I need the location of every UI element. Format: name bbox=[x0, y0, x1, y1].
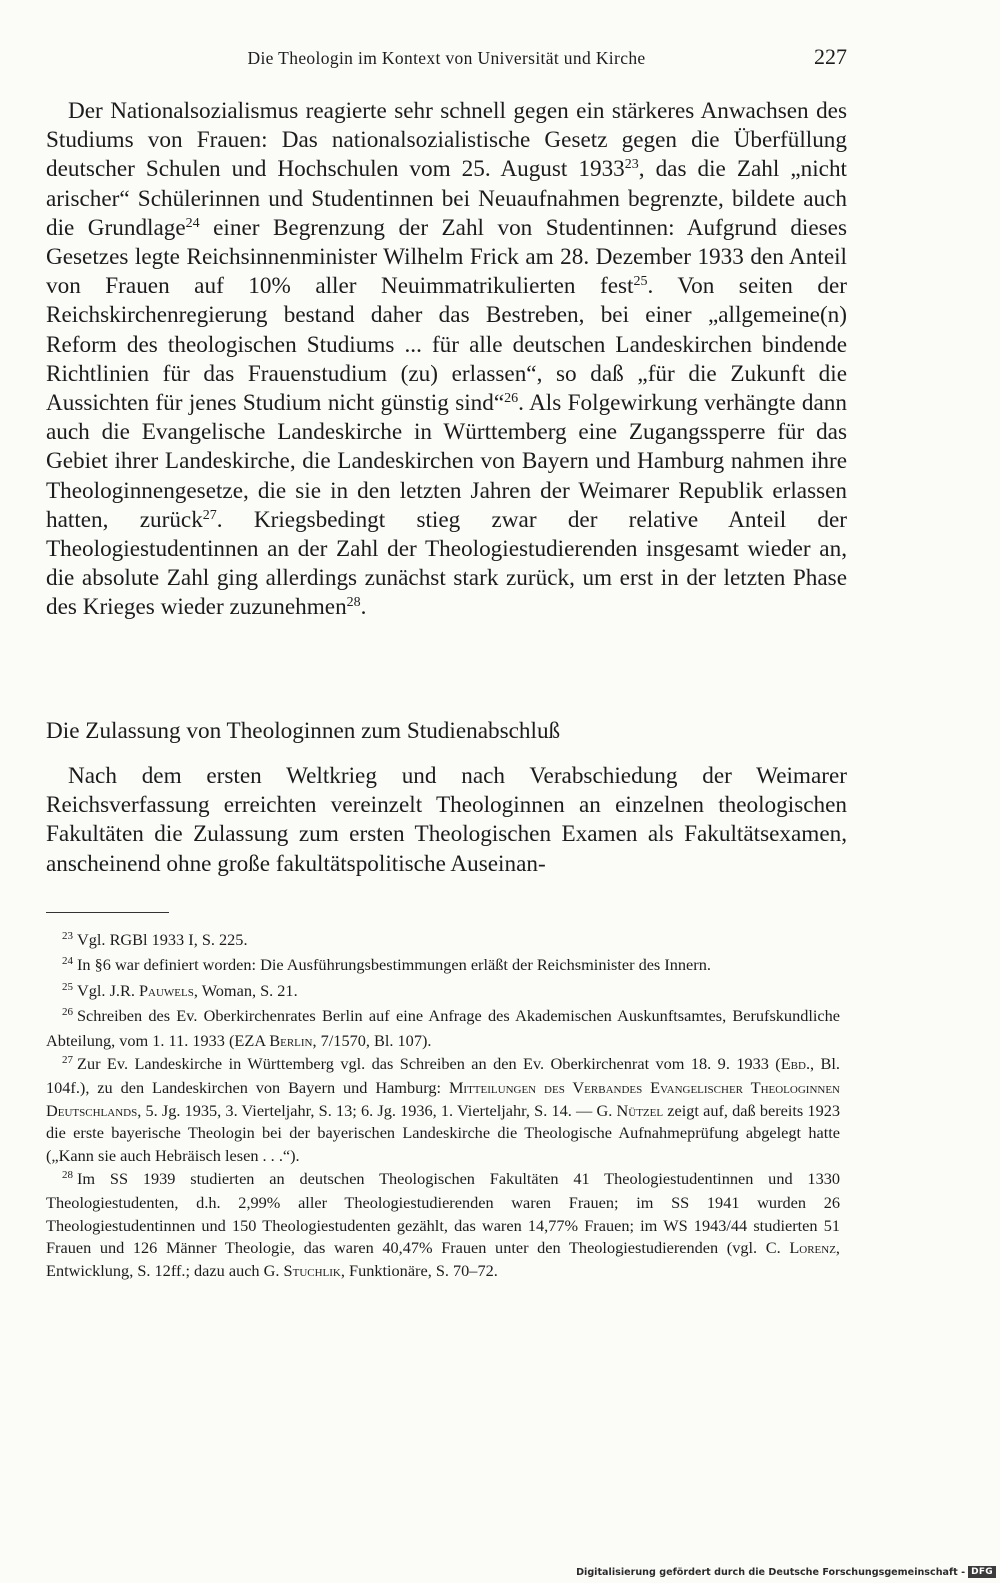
digitization-credit bbox=[576, 1564, 996, 1580]
body-text-2 bbox=[46, 762, 847, 879]
footnote-number: 24 bbox=[62, 955, 73, 968]
footnote-28 bbox=[46, 1168, 840, 1282]
footnote-ref-27[interactable]: 27 bbox=[202, 507, 217, 523]
footnote-ref-26[interactable]: 26 bbox=[504, 391, 519, 407]
footnote-26 bbox=[46, 1005, 840, 1052]
footnote-number: 26 bbox=[62, 1006, 73, 1019]
footnote-number: 23 bbox=[62, 930, 73, 942]
publication-title: Mitteilungen des Verbandes Evangelischer Theologinnen Deutschlands bbox=[46, 1078, 840, 1120]
footnote-text: Im SS 1939 studierten an deutschen Theologischen Fakultäten 41 Theologiestudentinnen und 1330 Theologiestudenten, d.h. 2,99% aller Theologiestudierenden waren Frauen; im SS 1941 wurden 26 Theologiestudentinnen und 150 Theologiestudenten gezählt, das waren 14,77% Frauen; im WS 1943/44 studierten 51 Frauen und 126 Männer Theologie, das waren 40,47% Frauen unter den Theologiestudierenden (vgl. C. bbox=[46, 1169, 840, 1258]
author-name: Lorenz bbox=[789, 1238, 836, 1258]
text-run: Der Nationalsozialismus reagierte sehr schnell gegen ein stärkeres Anwachsen des Studiums von Frauen: Das nationalsozialistische Gesetz gegen die Überfüllung deutscher Schulen und Hochschulen vom 25. August 1933 bbox=[46, 98, 847, 183]
footnote-ref-23[interactable]: 23 bbox=[624, 157, 639, 173]
footnote-text: Zur Ev. Landeskirche in Württemberg vgl. das Schreiben an den Ev. Oberkirchenrat vom 18. 9. 1933 ( bbox=[77, 1054, 781, 1074]
source-abbrev: Ebd. bbox=[780, 1054, 811, 1074]
footnote-text: , 5. Jg. 1935, 3. Vierteljahr, S. 13; 6. Jg. 1936, 1. Vierteljahr, S. 14. — G. bbox=[137, 1100, 617, 1120]
footnote-27 bbox=[46, 1053, 840, 1167]
credit-text: Digitalisierung gefördert durch die Deutsche Forschungsgemeinschaft - bbox=[576, 1566, 966, 1578]
text-run: . Kriegsbedingt stieg zwar der relative Anteil der Theologiestudentinnen an der Zahl der Theologiestudierenden insgesamt wieder an, die absolute Zahl ging allerdings zunächst stark zurück, um erst in der letzten Phase des Krieges wieder zuzunehmen bbox=[46, 506, 847, 621]
footnote-text: zeigt auf, daß bereits 1923 die erste bayerische Theologin bei der bayerischen Landeskirche die Theologische Aufnahmeprüfung abgelegt hatte („Kann sie auch Hebräisch lesen . . .“). bbox=[46, 1100, 840, 1165]
section-heading: Die Zulassung von Theologinnen zum Studienabschluß bbox=[46, 718, 561, 744]
text-run: , das die Zahl „nicht arischer“ Schülerinnen und Studentinnen bei Neuaufnahmen begrenzte, bildete auch die Grundlage bbox=[46, 156, 847, 241]
footnote-text: , Funktionäre, S. 70–72. bbox=[340, 1260, 498, 1280]
footnote-number: 25 bbox=[62, 980, 73, 993]
running-header bbox=[46, 44, 847, 76]
archive-name: Berlin bbox=[269, 1030, 313, 1050]
body-text bbox=[46, 97, 847, 623]
footnote-number: 27 bbox=[62, 1054, 73, 1067]
footnote-25 bbox=[46, 980, 840, 1004]
author-name: Nützel bbox=[616, 1100, 664, 1120]
footnote-text: , Entwicklung, S. 12ff.; dazu auch G. bbox=[46, 1238, 840, 1280]
text-run: . Als Folgewirkung verhängte dann auch die Evangelische Landeskirche in Württemberg eine Zugangssperre für das Gebiet ihrer Landeskirche, die Landeskirchen von Bayern und Hamburg nahmen ihre Theologinnengesetze, die sie in den letzten Jahren der Weimarer Republik erlassen hatten, zurück bbox=[46, 390, 847, 533]
footnote-number: 28 bbox=[62, 1169, 73, 1182]
footnote-text: , Bl. 104f.), zu den Landeskirchen von Bayern und Hamburg: bbox=[46, 1054, 840, 1098]
footnote-text: In §6 war definiert worden: Die Ausführungsbestimmungen erläßt der Reichsminister des Innern. bbox=[77, 955, 711, 975]
author-name: Pauwels bbox=[138, 980, 194, 1000]
paragraph-2: Nach dem ersten Weltkrieg und nach Verabschiedung der Weimarer Reichsverfassung erreichten vereinzelt Theologinnen an einzelnen theologischen Fakultäten die Zulassung zum ersten Theologischen Examen als Fakultätsexamen, anscheinend ohne große fakultätspolitische Auseinan- bbox=[46, 763, 847, 877]
footnote-24 bbox=[46, 954, 840, 978]
footnote-ref-28[interactable]: 28 bbox=[346, 595, 361, 611]
footnotes bbox=[46, 929, 840, 1283]
paragraph-1 bbox=[46, 97, 847, 623]
footnote-ref-24[interactable]: 24 bbox=[185, 215, 200, 231]
text-run: . Von seiten der Reichskirchenregierung bestand daher das Bestreben, bei einer „allgemeine(n) Reform des theologischen Studiums ... für alle deutschen Landeskirchen bindende Richtlinien für das Frauenstudium (zu) erlassen“, so daß „für die Zukunft die Aussichten für jenes Studium nicht günstig sind“ bbox=[46, 273, 848, 417]
footnote-divider bbox=[46, 912, 169, 913]
text-run: . bbox=[360, 594, 367, 621]
footnote-text: Vgl. RGBl 1933 I, S. 225. bbox=[77, 930, 248, 949]
text-run: einer Begrenzung der Zahl von Studentinnen: Aufgrund dieses Gesetzes legte Reichsinnenminister Wilhelm Frick am 28. Dezember 1933 den Anteil von Frauen auf 10% aller Neuimmatrikulierten fest bbox=[46, 214, 848, 300]
footnote-23 bbox=[46, 929, 840, 953]
author-name: Stuchlik bbox=[283, 1260, 341, 1280]
footnote-text: Vgl. J.R. bbox=[77, 980, 139, 1000]
running-title: Die Theologin im Kontext von Universität und Kirche bbox=[247, 48, 646, 68]
footnote-text: , Woman, S. 21. bbox=[193, 980, 298, 1000]
footnote-text: Schreiben des Ev. Oberkirchenrates Berlin auf eine Anfrage des Akademischen Auskunftsamtes, Berufskundliche Abteilung, vom 1. 11. 1933 (EZA bbox=[46, 1006, 840, 1050]
footnote-text: , 7/1570, Bl. 107). bbox=[312, 1030, 432, 1050]
dfg-logo-icon: DFG bbox=[968, 1566, 996, 1578]
page-number: 227 bbox=[814, 44, 847, 69]
footnote-ref-25[interactable]: 25 bbox=[633, 274, 648, 290]
